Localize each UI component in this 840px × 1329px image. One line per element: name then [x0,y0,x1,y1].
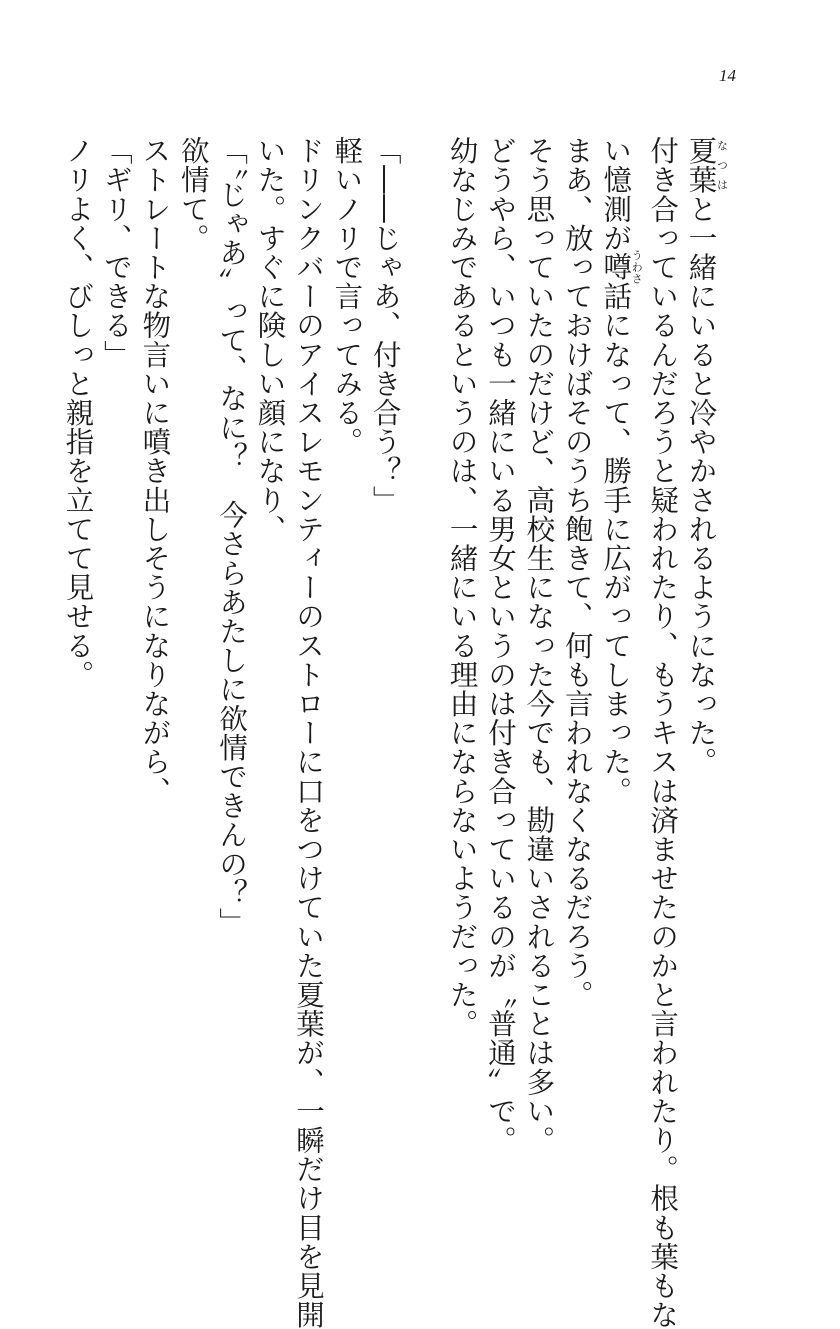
text-line [442,136,480,1116]
text-line [481,136,519,1155]
text-segment: 幼なじみであるというのは、一緒にいる理由にならないようだった。 [445,136,479,1039]
text-segment: 軽いノリで言ってみる。 [330,136,364,457]
vertical-text-body [58,136,729,1329]
ruby-reading: うわさ [630,249,644,285]
text-segment: 欲情て。 [176,136,210,253]
text-line [327,136,365,1116]
text-line [596,136,643,1116]
ruby-annotation [599,249,644,285]
text-line [681,136,728,1116]
text-segment: どうやら、いつも一緒にいる男女というのは付き合っているのが〝普通〟で。 [483,136,517,1155]
text-segment: まあ、放っておけばそのうち飽きて、何も言われなくなるだろう。 [560,136,594,1009]
text-line [135,136,173,1116]
text-segment: 「〝じゃあ〟って、なに？ 今さらあたしに欲情できんの？」 [215,136,249,937]
text-segment: ノリよく、びしっと親指を立てて見せる。 [61,136,95,689]
text-line [557,136,595,1116]
paragraph-break [404,136,442,1116]
text-segment: 「――じゃあ、付き合う？」 [368,136,402,515]
text-segment: そう思っていたのだけど、高校生になった今でも、勘違いされることは多い。 [522,136,556,1155]
ruby-base: 夏葉 [684,136,718,195]
text-line [289,136,327,1329]
text-line [250,136,288,1116]
text-line [365,136,403,1116]
text-segment: 「ギリ、できる」 [99,136,133,369]
text-line [97,136,135,1116]
ruby-annotation [684,136,729,195]
text-segment: 話になって、勝手に広がってしまった。 [599,281,633,806]
text-line [519,136,557,1155]
text-line [58,136,96,1116]
text-segment: ドリンクバーのアイスレモンティーのストローに口をつけていた夏葉が、一瞬だけ目を見開 [291,136,325,1329]
ruby-reading: なつは [715,136,729,195]
text-line [212,136,250,1116]
text-segment: いた。すぐに険しい顔になり、 [253,136,287,544]
text-segment: い憶測が [599,136,633,253]
ruby-base: 噂 [599,249,633,285]
page-number: 14 [719,66,736,85]
text-line [173,136,211,1116]
text-line [643,136,681,1329]
text-segment: ストレートな物言いに噴き出しそうになりながら、 [138,136,172,806]
text-segment: 付き合っているんだろうと疑われたり、もうキスは済ませたのかと言われたり。根も葉もな [646,136,680,1329]
text-segment: と一緒にいると冷やかされるようになった。 [684,194,718,777]
